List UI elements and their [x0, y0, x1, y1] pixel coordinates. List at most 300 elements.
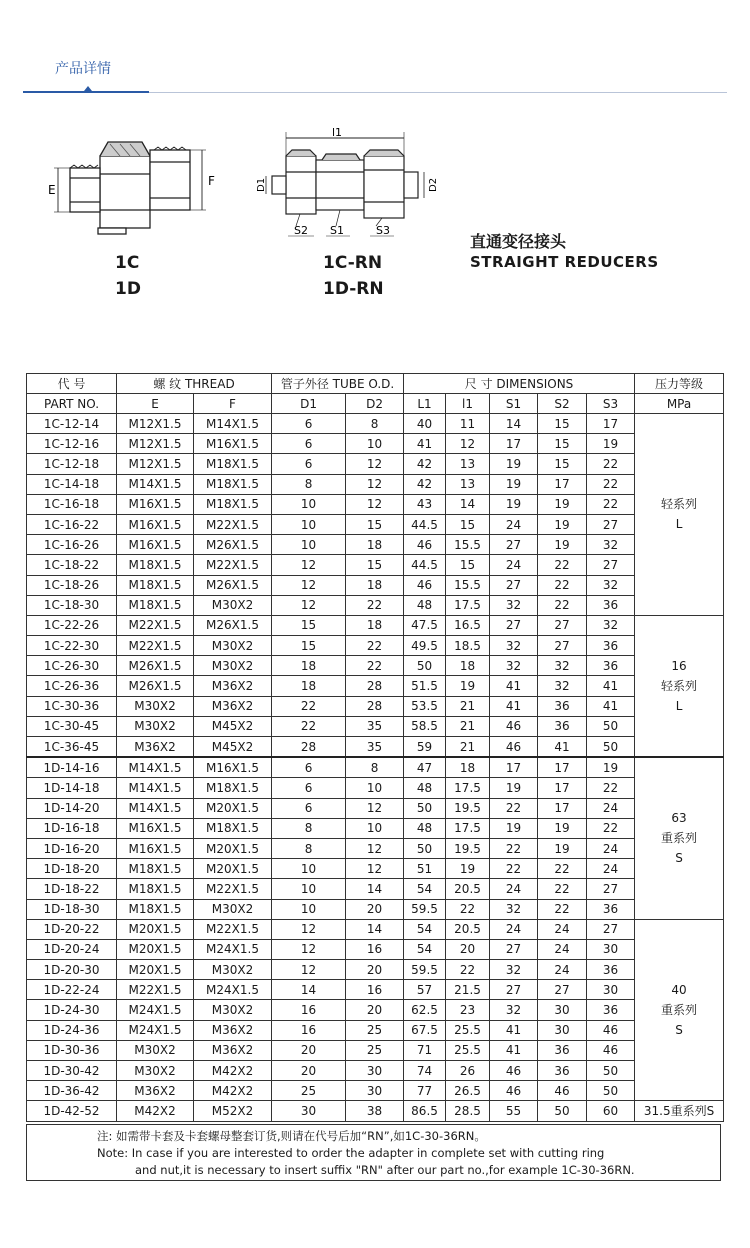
table-cell: 6 [272, 454, 346, 474]
table-cell: 24 [490, 514, 538, 534]
table-cell: 41 [490, 696, 538, 716]
header-pressure: 压力等级 [635, 374, 724, 394]
table-cell: 18 [346, 615, 404, 635]
table-cell: 30 [587, 939, 635, 959]
label-s1: S1 [330, 224, 344, 237]
table-cell: M20X1.5 [117, 939, 194, 959]
table-cell: 36 [538, 1040, 587, 1060]
table-cell: 19 [490, 474, 538, 494]
table-cell: 22 [272, 696, 346, 716]
table-cell: 10 [346, 778, 404, 798]
table-cell: 20 [346, 960, 404, 980]
table-cell: M16X1.5 [117, 494, 194, 514]
table-cell: 15 [272, 615, 346, 635]
table-cell: 48 [404, 818, 446, 838]
table-row [27, 879, 724, 899]
table-cell: 24 [587, 859, 635, 879]
table-cell: M36X2 [194, 1020, 272, 1040]
table-cell: M14X1.5 [117, 757, 194, 778]
header-mpa: MPa [635, 394, 724, 414]
table-row [27, 716, 724, 736]
table-row [27, 737, 724, 758]
table-cell: 15.5 [446, 535, 490, 555]
table-cell: 20 [272, 1061, 346, 1081]
table-cell: M20X1.5 [117, 919, 194, 939]
table-cell: 19 [538, 838, 587, 858]
table-cell: 1D-30-36 [27, 1040, 117, 1060]
table-cell: 27 [490, 535, 538, 555]
table-cell: 32 [490, 899, 538, 919]
table-cell: 51.5 [404, 676, 446, 696]
table-cell: 22 [446, 960, 490, 980]
table-cell: 26.5 [446, 1081, 490, 1101]
pressure-cell [635, 757, 724, 919]
pressure-cell [635, 919, 724, 1101]
table-cell: 24 [587, 838, 635, 858]
table-row [27, 1020, 724, 1040]
table-cell: 6 [272, 414, 346, 434]
table-cell: 24 [538, 919, 587, 939]
table-cell: 30 [346, 1061, 404, 1081]
table-cell: 46 [587, 1020, 635, 1040]
table-cell: 36 [587, 1000, 635, 1020]
pressure-line: 轻系列 [661, 679, 698, 694]
table-cell: 32 [490, 595, 538, 615]
table-cell: 1D-14-18 [27, 778, 117, 798]
table-cell: M22X1.5 [194, 919, 272, 939]
table-cell: 10 [272, 859, 346, 879]
table-row [27, 859, 724, 879]
table-cell: 19 [587, 757, 635, 778]
table-cell: 74 [404, 1061, 446, 1081]
table-cell: M36X2 [194, 696, 272, 716]
table-cell: 50 [404, 838, 446, 858]
table-cell: 41 [490, 1040, 538, 1060]
table-cell: M30X2 [117, 696, 194, 716]
table-cell: 1D-18-20 [27, 859, 117, 879]
table-cell: 22 [490, 838, 538, 858]
pressure-line: 重系列 [661, 1003, 698, 1018]
table-cell: M26X1.5 [194, 575, 272, 595]
table-cell: 27 [490, 615, 538, 635]
table-cell: 27 [587, 879, 635, 899]
section-title: 产品详情 [55, 61, 111, 77]
table-cell: 62.5 [404, 1000, 446, 1020]
table-cell: 8 [272, 818, 346, 838]
table-cell: 10 [346, 434, 404, 454]
table-cell: 1D-30-42 [27, 1061, 117, 1081]
table-row [27, 778, 724, 798]
table-cell: 46 [490, 1061, 538, 1081]
header-l1-lower: l1 [446, 394, 490, 414]
table-cell: 41 [490, 1020, 538, 1040]
table-row [27, 494, 724, 514]
table-cell: M20X1.5 [194, 798, 272, 818]
pressure-line: L [675, 517, 683, 532]
table-cell: 41 [490, 676, 538, 696]
table-cell: 12 [272, 575, 346, 595]
table-cell: 1C-18-30 [27, 595, 117, 615]
table-cell: 32 [490, 1000, 538, 1020]
table-cell: M45X2 [194, 716, 272, 736]
table-cell: 1C-12-14 [27, 414, 117, 434]
header-f: F [194, 394, 272, 414]
table-cell: M36X2 [117, 737, 194, 758]
table-cell: 17.5 [446, 778, 490, 798]
table-cell: M45X2 [194, 737, 272, 758]
table-cell: 16 [272, 1000, 346, 1020]
table-cell: M18X1.5 [117, 595, 194, 615]
table-cell: 24 [490, 919, 538, 939]
table-cell: M22X1.5 [117, 615, 194, 635]
header-s2: S2 [538, 394, 587, 414]
table-cell: 17 [538, 798, 587, 818]
table-cell: 24 [538, 939, 587, 959]
table-cell: 1D-22-24 [27, 980, 117, 1000]
table-row [27, 818, 724, 838]
table-cell: 16 [272, 1020, 346, 1040]
table-cell: 1D-14-16 [27, 757, 117, 778]
table-cell: 46 [404, 535, 446, 555]
table-cell: 24 [490, 555, 538, 575]
table-cell: 10 [272, 879, 346, 899]
table-cell: 36 [587, 636, 635, 656]
table-cell: 1C-14-18 [27, 474, 117, 494]
note-en-line-2: and nut,it is necessary to insert suffix "RN" after our part no.,for example 1C-30-36RN. [135, 1163, 635, 1177]
table-cell: 8 [272, 474, 346, 494]
table-cell: 27 [587, 555, 635, 575]
table-cell: 48 [404, 778, 446, 798]
table-cell: M22X1.5 [194, 514, 272, 534]
table-cell: M16X1.5 [117, 514, 194, 534]
table-cell: 40 [404, 414, 446, 434]
table-cell: 11 [446, 414, 490, 434]
table-cell: M26X1.5 [194, 535, 272, 555]
table-cell: 15 [346, 514, 404, 534]
table-cell: 12 [346, 474, 404, 494]
table-cell: 1C-30-45 [27, 716, 117, 736]
spec-table [26, 373, 724, 1122]
pressure-line: 轻系列 [661, 497, 698, 512]
pressure-line: L [675, 699, 683, 714]
table-cell: M42X2 [117, 1101, 194, 1122]
table-cell: 6 [272, 798, 346, 818]
table-cell: 8 [346, 414, 404, 434]
table-row [27, 696, 724, 716]
table-cell: 8 [272, 838, 346, 858]
table-row [27, 1061, 724, 1081]
drawing-1c-1d [40, 128, 220, 240]
table-cell: M20X1.5 [194, 838, 272, 858]
table-cell: 1C-12-16 [27, 434, 117, 454]
table-cell: 22 [587, 818, 635, 838]
product-name-cn: 直通变径接头 [470, 232, 567, 251]
table-cell: 19 [538, 535, 587, 555]
header-part-no-cn: 代 号 [27, 374, 117, 394]
label-f: F [208, 174, 215, 188]
table-header-row-2 [27, 394, 724, 414]
table-cell: 42 [404, 474, 446, 494]
table-cell: 18 [446, 757, 490, 778]
table-cell: M18X1.5 [117, 555, 194, 575]
table-cell: M42X2 [194, 1061, 272, 1081]
table-cell: M36X2 [194, 1040, 272, 1060]
table-row [27, 676, 724, 696]
table-cell: 6 [272, 778, 346, 798]
table-cell: 36 [538, 716, 587, 736]
table-cell: 55 [490, 1101, 538, 1122]
table-cell: 71 [404, 1040, 446, 1060]
table-cell: 1D-20-30 [27, 960, 117, 980]
table-row [27, 656, 724, 676]
table-row [27, 535, 724, 555]
table-cell: 1D-24-30 [27, 1000, 117, 1020]
table-cell: 12 [272, 960, 346, 980]
table-cell: M12X1.5 [117, 434, 194, 454]
table-cell: 1C-22-30 [27, 636, 117, 656]
table-cell: 57 [404, 980, 446, 1000]
table-row [27, 757, 724, 778]
table-cell: 15 [538, 434, 587, 454]
table-row [27, 980, 724, 1000]
table-cell: 17 [587, 414, 635, 434]
table-cell: 15 [272, 636, 346, 656]
table-cell: M12X1.5 [117, 454, 194, 474]
table-cell: M36X2 [194, 676, 272, 696]
table-cell: 35 [346, 716, 404, 736]
table-row [27, 919, 724, 939]
table-cell: 22 [446, 899, 490, 919]
table-cell: 27 [490, 980, 538, 1000]
table-cell: 27 [538, 615, 587, 635]
table-cell: 13 [446, 474, 490, 494]
table-row [27, 414, 724, 434]
table-cell: 36 [587, 595, 635, 615]
table-cell: 28 [346, 696, 404, 716]
table-cell: 46 [538, 1081, 587, 1101]
table-cell: 1D-36-42 [27, 1081, 117, 1101]
table-cell: M30X2 [194, 899, 272, 919]
table-cell: M24X1.5 [194, 980, 272, 1000]
table-cell: 14 [272, 980, 346, 1000]
header-part-no: PART NO. [27, 394, 117, 414]
table-cell: 12 [272, 595, 346, 615]
table-cell: 27 [490, 575, 538, 595]
table-cell: 41 [587, 696, 635, 716]
table-cell: 22 [538, 859, 587, 879]
table-row [27, 595, 724, 615]
table-cell: 46 [490, 737, 538, 758]
table-cell: 17 [490, 757, 538, 778]
table-cell: 22 [587, 454, 635, 474]
table-cell: M16X1.5 [194, 757, 272, 778]
table-cell: 38 [346, 1101, 404, 1122]
pressure-cell [635, 414, 724, 616]
table-header-row-1 [27, 374, 724, 394]
table-cell: 20 [346, 899, 404, 919]
label-s2: S2 [294, 224, 308, 237]
table-cell: 27 [538, 636, 587, 656]
table-cell: M36X2 [117, 1081, 194, 1101]
table-row [27, 575, 724, 595]
table-cell: 67.5 [404, 1020, 446, 1040]
table-cell: 25.5 [446, 1020, 490, 1040]
table-cell: M22X1.5 [194, 555, 272, 575]
table-cell: 32 [587, 615, 635, 635]
table-cell: 25.5 [446, 1040, 490, 1060]
table-cell: 22 [538, 595, 587, 615]
table-cell: 1D-18-30 [27, 899, 117, 919]
table-cell: 54 [404, 879, 446, 899]
table-cell: 36 [538, 1061, 587, 1081]
table-cell: M20X1.5 [194, 859, 272, 879]
header-s3: S3 [587, 394, 635, 414]
table-cell: 12 [346, 859, 404, 879]
table-cell: 23 [446, 1000, 490, 1020]
table-cell: M22X1.5 [117, 636, 194, 656]
table-cell: 32 [587, 535, 635, 555]
table-cell: 22 [346, 656, 404, 676]
table-cell: 6 [272, 757, 346, 778]
table-cell: 21.5 [446, 980, 490, 1000]
table-cell: 20 [272, 1040, 346, 1060]
table-cell: 1C-16-26 [27, 535, 117, 555]
table-row [27, 838, 724, 858]
table-cell: 48 [404, 595, 446, 615]
table-cell: 46 [404, 575, 446, 595]
table-row [27, 1040, 724, 1060]
model-label-1c-rn: 1C-RN [323, 253, 383, 273]
table-cell: M22X1.5 [117, 980, 194, 1000]
table-row [27, 615, 724, 635]
table-cell: 25 [346, 1040, 404, 1060]
table-cell: M14X1.5 [117, 798, 194, 818]
table-cell: 1C-16-18 [27, 494, 117, 514]
table-row [27, 899, 724, 919]
pressure-line: S [675, 851, 683, 866]
table-cell: 54 [404, 939, 446, 959]
table-cell: 47 [404, 757, 446, 778]
table-cell: 30 [538, 1000, 587, 1020]
pressure-line: 40 [671, 983, 687, 998]
header-tube-od: 管子外径 TUBE O.D. [272, 374, 404, 394]
table-cell: 28.5 [446, 1101, 490, 1122]
table-cell: 28 [346, 676, 404, 696]
table-cell: 1C-26-30 [27, 656, 117, 676]
table-cell: M26X1.5 [117, 676, 194, 696]
table-cell: 50 [587, 737, 635, 758]
pressure-line: 63 [671, 811, 687, 826]
table-cell: 14 [346, 879, 404, 899]
table-cell: M20X1.5 [117, 960, 194, 980]
label-l1: l1 [332, 126, 343, 139]
table-cell: M16X1.5 [117, 838, 194, 858]
table-cell: 25 [272, 1081, 346, 1101]
table-cell: M30X2 [194, 1000, 272, 1020]
table-cell: 19 [538, 514, 587, 534]
table-cell: 15.5 [446, 575, 490, 595]
table-cell: 22 [490, 859, 538, 879]
table-cell: 22 [587, 494, 635, 514]
table-cell: 22 [538, 575, 587, 595]
table-row [27, 636, 724, 656]
table-cell: 1D-20-24 [27, 939, 117, 959]
label-d2: D2 [428, 177, 439, 192]
table-cell: 1C-18-22 [27, 555, 117, 575]
table-cell: 59.5 [404, 899, 446, 919]
table-row [27, 514, 724, 534]
table-cell: 22 [587, 778, 635, 798]
table-cell: M30X2 [117, 716, 194, 736]
table-cell: 1C-12-18 [27, 454, 117, 474]
table-row [27, 555, 724, 575]
table-cell: 20 [446, 939, 490, 959]
table-cell: 1C-26-36 [27, 676, 117, 696]
table-cell: 28 [272, 737, 346, 758]
table-cell: M18X1.5 [117, 575, 194, 595]
table-cell: 59.5 [404, 960, 446, 980]
table-cell: 19 [490, 494, 538, 514]
table-cell: 18.5 [446, 636, 490, 656]
table-cell: 22 [346, 595, 404, 615]
table-cell: 15 [538, 454, 587, 474]
table-cell: 16 [346, 980, 404, 1000]
table-cell: 30 [272, 1101, 346, 1122]
table-cell: 25 [346, 1020, 404, 1040]
table-cell: 6 [272, 434, 346, 454]
label-d1: D1 [256, 177, 267, 192]
table-cell: 1D-24-36 [27, 1020, 117, 1040]
table-cell: 21 [446, 696, 490, 716]
table-cell: 35 [346, 737, 404, 758]
table-cell: 32 [490, 636, 538, 656]
table-cell: 27 [538, 980, 587, 1000]
table-cell: 36 [587, 899, 635, 919]
table-cell: 18 [346, 575, 404, 595]
table-cell: 22 [346, 636, 404, 656]
model-labels-right [323, 250, 384, 302]
header-e: E [117, 394, 194, 414]
note-cn: 注: 如需带卡套及卡套螺母整套订货,则请在代号后加“RN”,如1C-30-36RN。 [97, 1129, 486, 1143]
label-s3: S3 [376, 224, 390, 237]
header-dimensions: 尺 寸 DIMENSIONS [404, 374, 635, 394]
table-cell: 17 [538, 474, 587, 494]
table-cell: M16X1.5 [117, 818, 194, 838]
table-cell: 22 [538, 899, 587, 919]
table-cell: M18X1.5 [194, 494, 272, 514]
table-cell: 1C-16-22 [27, 514, 117, 534]
table-cell: 14 [490, 414, 538, 434]
table-cell: 21 [446, 737, 490, 758]
table-cell: 27 [587, 514, 635, 534]
table-cell: 44.5 [404, 514, 446, 534]
table-cell: 50 [404, 798, 446, 818]
table-cell: 14 [446, 494, 490, 514]
header-s1: S1 [490, 394, 538, 414]
table-cell: 22 [490, 798, 538, 818]
table-row [27, 1000, 724, 1020]
table-cell: 18 [446, 656, 490, 676]
table-cell: 19 [587, 434, 635, 454]
table-cell: M18X1.5 [194, 778, 272, 798]
model-label-1d: 1D [115, 279, 141, 299]
table-cell: 12 [272, 939, 346, 959]
model-label-1c: 1C [115, 253, 140, 273]
table-cell: 1C-36-45 [27, 737, 117, 758]
table-cell: 1D-42-52 [27, 1101, 117, 1122]
table-cell: 26 [446, 1061, 490, 1081]
note-en-line-1: Note: In case if you are interested to order the adapter in complete set with cutting ring [97, 1146, 605, 1160]
